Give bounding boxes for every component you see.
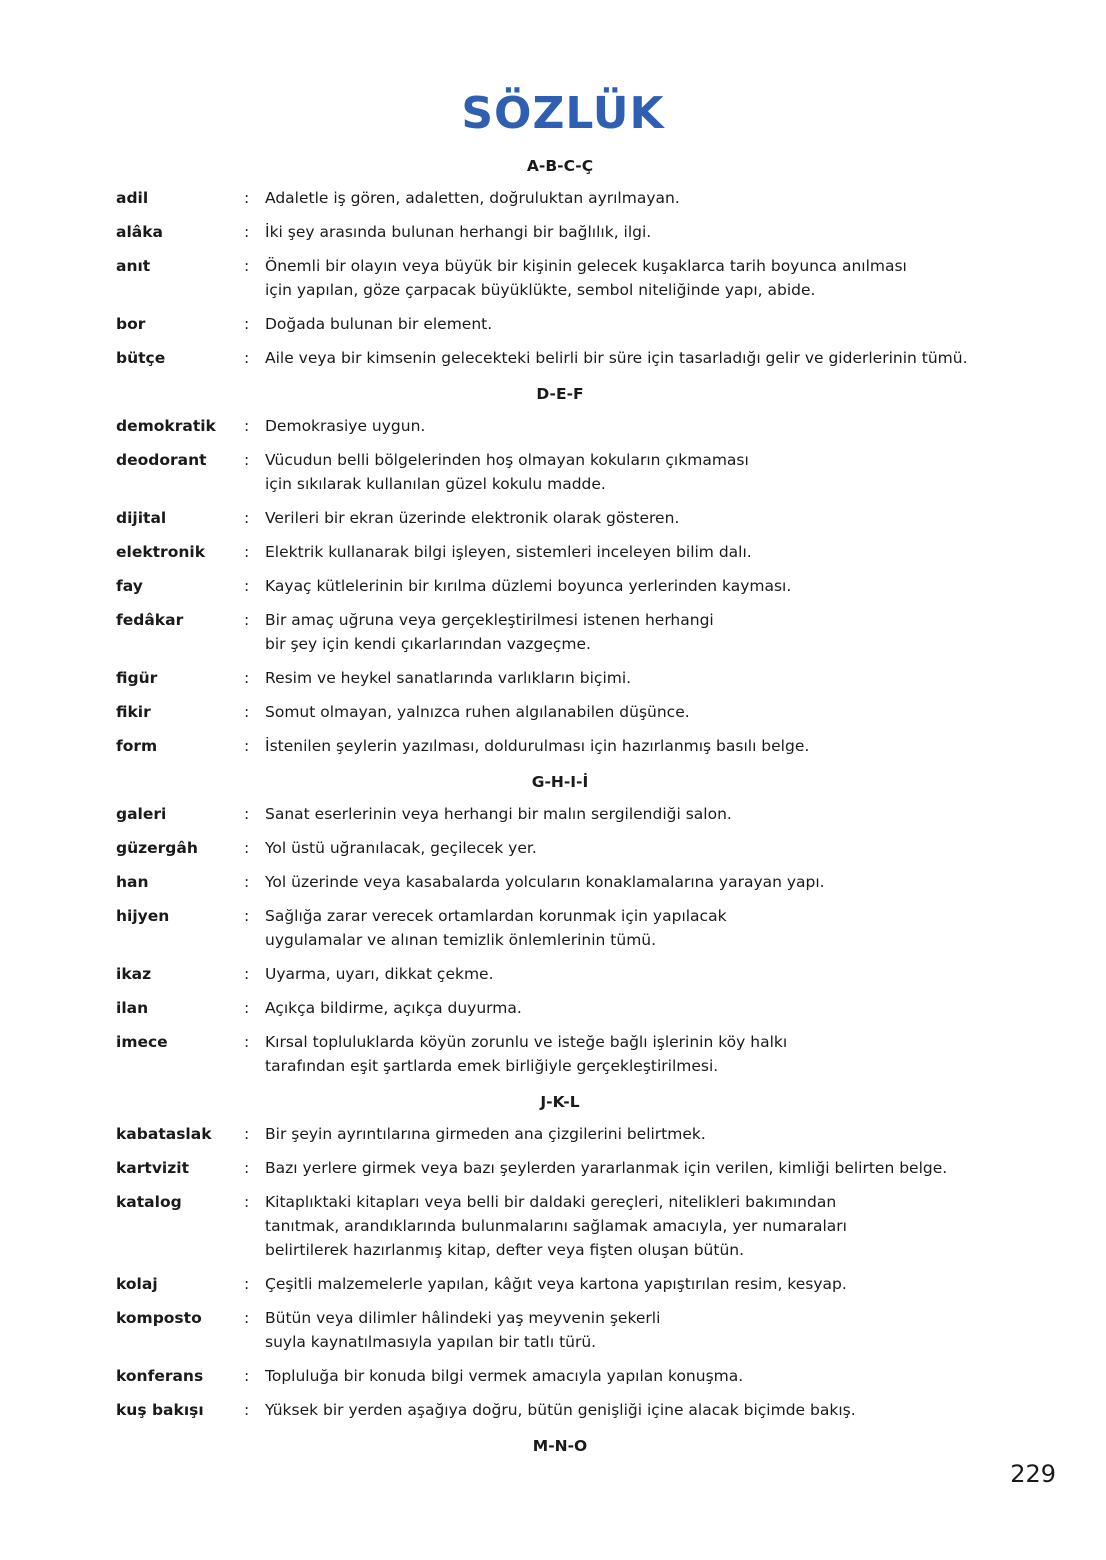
dictionary-entry	[116, 414, 1016, 448]
entry-separator: :	[244, 873, 250, 891]
entry-definition: Verileri bir ekran üzerinde elektronik olarak gösteren.	[265, 509, 680, 527]
entry-separator: :	[244, 805, 250, 823]
dictionary-entry	[116, 996, 1016, 1030]
entry-separator: :	[244, 1367, 250, 1385]
entry-definition: İstenilen şeylerin yazılması, doldurulması için hazırlanmış basılı belge.	[265, 737, 810, 755]
entry-term: katalog	[116, 1193, 182, 1211]
entry-separator: :	[244, 1275, 250, 1293]
entry-definition: Topluluğa bir konuda bilgi vermek amacıyla yapılan konuşma.	[265, 1367, 744, 1385]
entry-definition: Doğada bulunan bir element.	[265, 315, 493, 333]
entry-separator: :	[244, 223, 250, 241]
entry-definition: İki şey arasında bulunan herhangi bir bağlılık, ilgi.	[265, 223, 652, 241]
dictionary-entry	[116, 666, 1016, 700]
entry-definition: Kırsal topluluklarda köyün zorunlu ve isteğe bağlı işlerinin köy halkı tarafından eşit şartlarda emek birliğiyle gerçekleştirilmesi.	[265, 1033, 788, 1075]
dictionary-entry	[116, 1306, 1016, 1364]
entry-term: kolaj	[116, 1275, 158, 1293]
entry-term: imece	[116, 1033, 168, 1051]
entry-definition: Uyarma, uyarı, dikkat çekme.	[265, 965, 494, 983]
entry-separator: :	[244, 1125, 250, 1143]
entry-separator: :	[244, 315, 250, 333]
page-number: 229	[1010, 1460, 1056, 1488]
entry-term: dijital	[116, 509, 167, 527]
entry-separator: :	[244, 737, 250, 755]
entry-term: bütçe	[116, 349, 166, 367]
entry-separator: :	[244, 907, 250, 925]
section-header: G-H-I-İ	[531, 773, 589, 791]
page-title: SÖZLÜK	[461, 88, 665, 139]
entry-term: kartvizit	[116, 1159, 189, 1177]
entry-definition: Bir amaç uğruna veya gerçekleştirilmesi istenen herhangi bir şey için kendi çıkarlarından vazgeçme.	[265, 611, 714, 653]
dictionary-entry	[116, 186, 1016, 220]
entry-separator: :	[244, 349, 250, 367]
entry-separator: :	[244, 543, 250, 561]
entry-separator: :	[244, 257, 250, 275]
entry-term: fikir	[116, 703, 151, 721]
dictionary-entry	[116, 220, 1016, 254]
dictionary-entry	[116, 1030, 1016, 1088]
entry-term: form	[116, 737, 158, 755]
entry-definition: Somut olmayan, yalnızca ruhen algılanabilen düşünce.	[265, 703, 690, 721]
dictionary-entry	[116, 1190, 1016, 1272]
dictionary-entry	[116, 802, 1016, 836]
entry-definition: Adaletle iş gören, adaletten, doğruluktan ayrılmayan.	[265, 189, 680, 207]
dictionary-entry	[116, 1398, 1016, 1432]
entry-term: ilan	[116, 999, 149, 1017]
entry-separator: :	[244, 611, 250, 629]
entry-definition: Sanat eserlerinin veya herhangi bir malın sergilendiği salon.	[265, 805, 732, 823]
entry-term: alâka	[116, 223, 163, 241]
entry-separator: :	[244, 669, 250, 687]
entry-term: güzergâh	[116, 839, 198, 857]
dictionary-content	[116, 152, 1016, 1466]
entry-separator: :	[244, 451, 250, 469]
entry-separator: :	[244, 417, 250, 435]
entry-definition: Açıkça bildirme, açıkça duyurma.	[265, 999, 522, 1017]
entry-definition: Kitaplıktaki kitapları veya belli bir daldaki gereçleri, nitelikleri bakımından tanıtmak, arandıklarında bulunmalarını sağlamak amacıyla, yer numaraları belirtilerek hazırlanmış kitap, defter veya fişten oluşan bütün.	[265, 1193, 847, 1259]
entry-definition: Bazı yerlere girmek veya bazı şeylerden yararlanmak için verilen, kimliği belirten belge.	[265, 1159, 948, 1177]
entry-separator: :	[244, 999, 250, 1017]
dictionary-entry	[116, 254, 1016, 312]
dictionary-entry	[116, 540, 1016, 574]
entry-definition: Vücudun belli bölgelerinden hoş olmayan kokuların çıkmaması için sıkılarak kullanılan güzel kokulu madde.	[265, 451, 749, 493]
entry-separator: :	[244, 839, 250, 857]
entry-term: adil	[116, 189, 149, 207]
entry-term: konferans	[116, 1367, 204, 1385]
entry-definition: Çeşitli malzemelerle yapılan, kâğıt veya kartona yapıştırılan resim, kesyap.	[265, 1275, 847, 1293]
entry-separator: :	[244, 1159, 250, 1177]
entry-term: demokratik	[116, 417, 216, 435]
entry-term: fay	[116, 577, 143, 595]
dictionary-entry	[116, 1122, 1016, 1156]
dictionary-entry	[116, 700, 1016, 734]
entry-term: komposto	[116, 1309, 202, 1327]
section-header: A-B-C-Ç	[526, 157, 594, 175]
entry-definition: Önemli bir olayın veya büyük bir kişinin gelecek kuşaklarca tarih boyunca anılması için yapılan, göze çarpacak büyüklükte, sembol niteliğinde yapı, abide.	[265, 257, 907, 299]
dictionary-entry	[116, 608, 1016, 666]
entry-separator: :	[244, 1193, 250, 1211]
section-header: J-K-L	[540, 1093, 580, 1111]
entry-term: kuş bakışı	[116, 1401, 204, 1419]
entry-separator: :	[244, 703, 250, 721]
entry-term: ikaz	[116, 965, 152, 983]
entry-term: fedâkar	[116, 611, 184, 629]
entry-separator: :	[244, 509, 250, 527]
entry-separator: :	[244, 1401, 250, 1419]
entry-definition: Yüksek bir yerden aşağıya doğru, bütün genişliği içine alacak biçimde bakış.	[265, 1401, 856, 1419]
dictionary-entry	[116, 1272, 1016, 1306]
entry-term: hijyen	[116, 907, 170, 925]
entry-definition: Yol üzerinde veya kasabalarda yolcuların konaklamalarına yarayan yapı.	[265, 873, 825, 891]
entry-separator: :	[244, 965, 250, 983]
entry-term: elektronik	[116, 543, 206, 561]
dictionary-entry	[116, 1156, 1016, 1190]
entry-term: anıt	[116, 257, 151, 275]
entry-separator: :	[244, 577, 250, 595]
entry-separator: :	[244, 1309, 250, 1327]
dictionary-entry	[116, 1364, 1016, 1398]
section-header: D-E-F	[536, 385, 584, 403]
dictionary-entry	[116, 448, 1016, 506]
entry-term: kabataslak	[116, 1125, 212, 1143]
section-header: M-N-O	[532, 1437, 588, 1455]
entry-term: figür	[116, 669, 158, 687]
dictionary-entry	[116, 870, 1016, 904]
entry-definition: Bir şeyin ayrıntılarına girmeden ana çizgilerini belirtmek.	[265, 1125, 706, 1143]
entry-definition: Yol üstü uğranılacak, geçilecek yer.	[265, 839, 537, 857]
dictionary-entry	[116, 734, 1016, 768]
entry-definition: Demokrasiye uygun.	[265, 417, 426, 435]
dictionary-entry	[116, 346, 1016, 380]
entry-definition: Bütün veya dilimler hâlindeki yaş meyvenin şekerli suyla kaynatılmasıyla yapılan bir tatlı türü.	[265, 1309, 661, 1351]
entry-separator: :	[244, 189, 250, 207]
dictionary-entry	[116, 506, 1016, 540]
entry-term: galeri	[116, 805, 167, 823]
entry-definition: Sağlığa zarar verecek ortamlardan korunmak için yapılacak uygulamalar ve alınan temizlik önlemlerinin tümü.	[265, 907, 727, 949]
entry-definition: Elektrik kullanarak bilgi işleyen, sistemleri inceleyen bilim dalı.	[265, 543, 752, 561]
entry-term: bor	[116, 315, 146, 333]
dictionary-entry	[116, 962, 1016, 996]
entry-definition: Kayaç kütlelerinin bir kırılma düzlemi boyunca yerlerinden kayması.	[265, 577, 792, 595]
dictionary-entry	[116, 904, 1016, 962]
entry-definition: Aile veya bir kimsenin gelecekteki belirli bir süre için tasarladığı gelir ve giderlerinin tümü.	[265, 349, 968, 367]
dictionary-entry	[116, 312, 1016, 346]
entry-definition: Resim ve heykel sanatlarında varlıkların biçimi.	[265, 669, 632, 687]
dictionary-entry	[116, 836, 1016, 870]
entry-term: han	[116, 873, 149, 891]
dictionary-entry	[116, 574, 1016, 608]
entry-separator: :	[244, 1033, 250, 1051]
entry-term: deodorant	[116, 451, 207, 469]
